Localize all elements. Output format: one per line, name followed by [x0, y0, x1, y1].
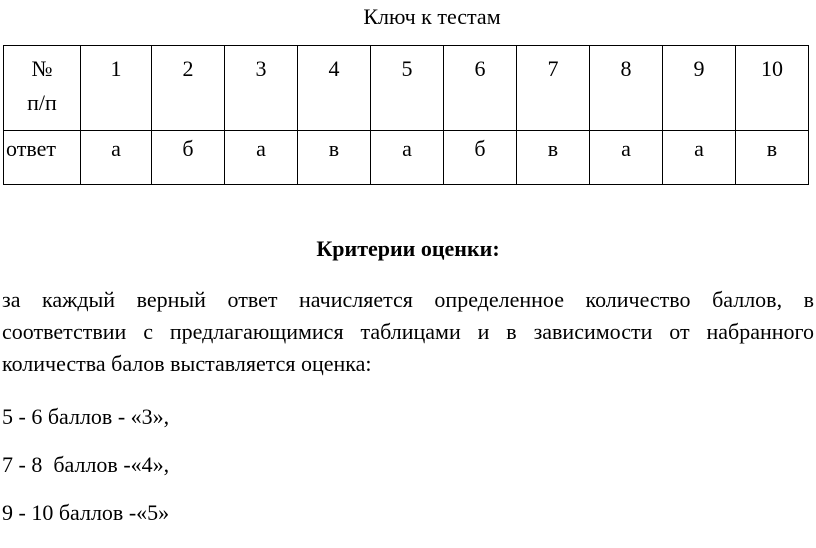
number-sign: №: [31, 56, 53, 81]
number-header-cell: [4, 46, 81, 131]
grade-line: 7 - 8 баллов -«4»,: [2, 452, 170, 477]
answer-cell: в: [736, 131, 809, 185]
answer-cell: б: [152, 131, 225, 185]
criteria-paragraph: за каждый верный ответ начисляется определенное количество баллов, в соответствии с предлагающимися таблицами и в зависимости от набранного количества балов выставляется оценка:: [2, 287, 814, 376]
answer-label-cell: ответ: [4, 131, 81, 185]
question-number-cell: 6: [444, 46, 517, 131]
question-number-cell: 9: [663, 46, 736, 131]
answer-cell: б: [444, 131, 517, 185]
number-sign-sub: п/п: [27, 90, 57, 115]
question-number-cell: 2: [152, 46, 225, 131]
answer-cell: а: [225, 131, 298, 185]
question-number-cell: 4: [298, 46, 371, 131]
answer-key-table: [3, 45, 809, 185]
answer-cell: а: [371, 131, 444, 185]
question-number-cell: 8: [590, 46, 663, 131]
table-answer-row: [4, 131, 809, 185]
page-title: Ключ к тестам: [363, 4, 501, 29]
question-number-cell: 1: [81, 46, 152, 131]
answer-cell: а: [590, 131, 663, 185]
answer-cell: в: [298, 131, 371, 185]
answer-cell: а: [81, 131, 152, 185]
question-number-cell: 7: [517, 46, 590, 131]
grade-line: 5 - 6 баллов - «3»,: [2, 404, 170, 429]
table-header-row: [4, 46, 809, 131]
answer-cell: в: [517, 131, 590, 185]
answer-cell: а: [663, 131, 736, 185]
criteria-heading: Критерии оценки:: [316, 236, 500, 261]
question-number-cell: 5: [371, 46, 444, 131]
question-number-cell: 10: [736, 46, 809, 131]
grade-line: 9 - 10 баллов -«5»: [2, 500, 170, 525]
question-number-cell: 3: [225, 46, 298, 131]
